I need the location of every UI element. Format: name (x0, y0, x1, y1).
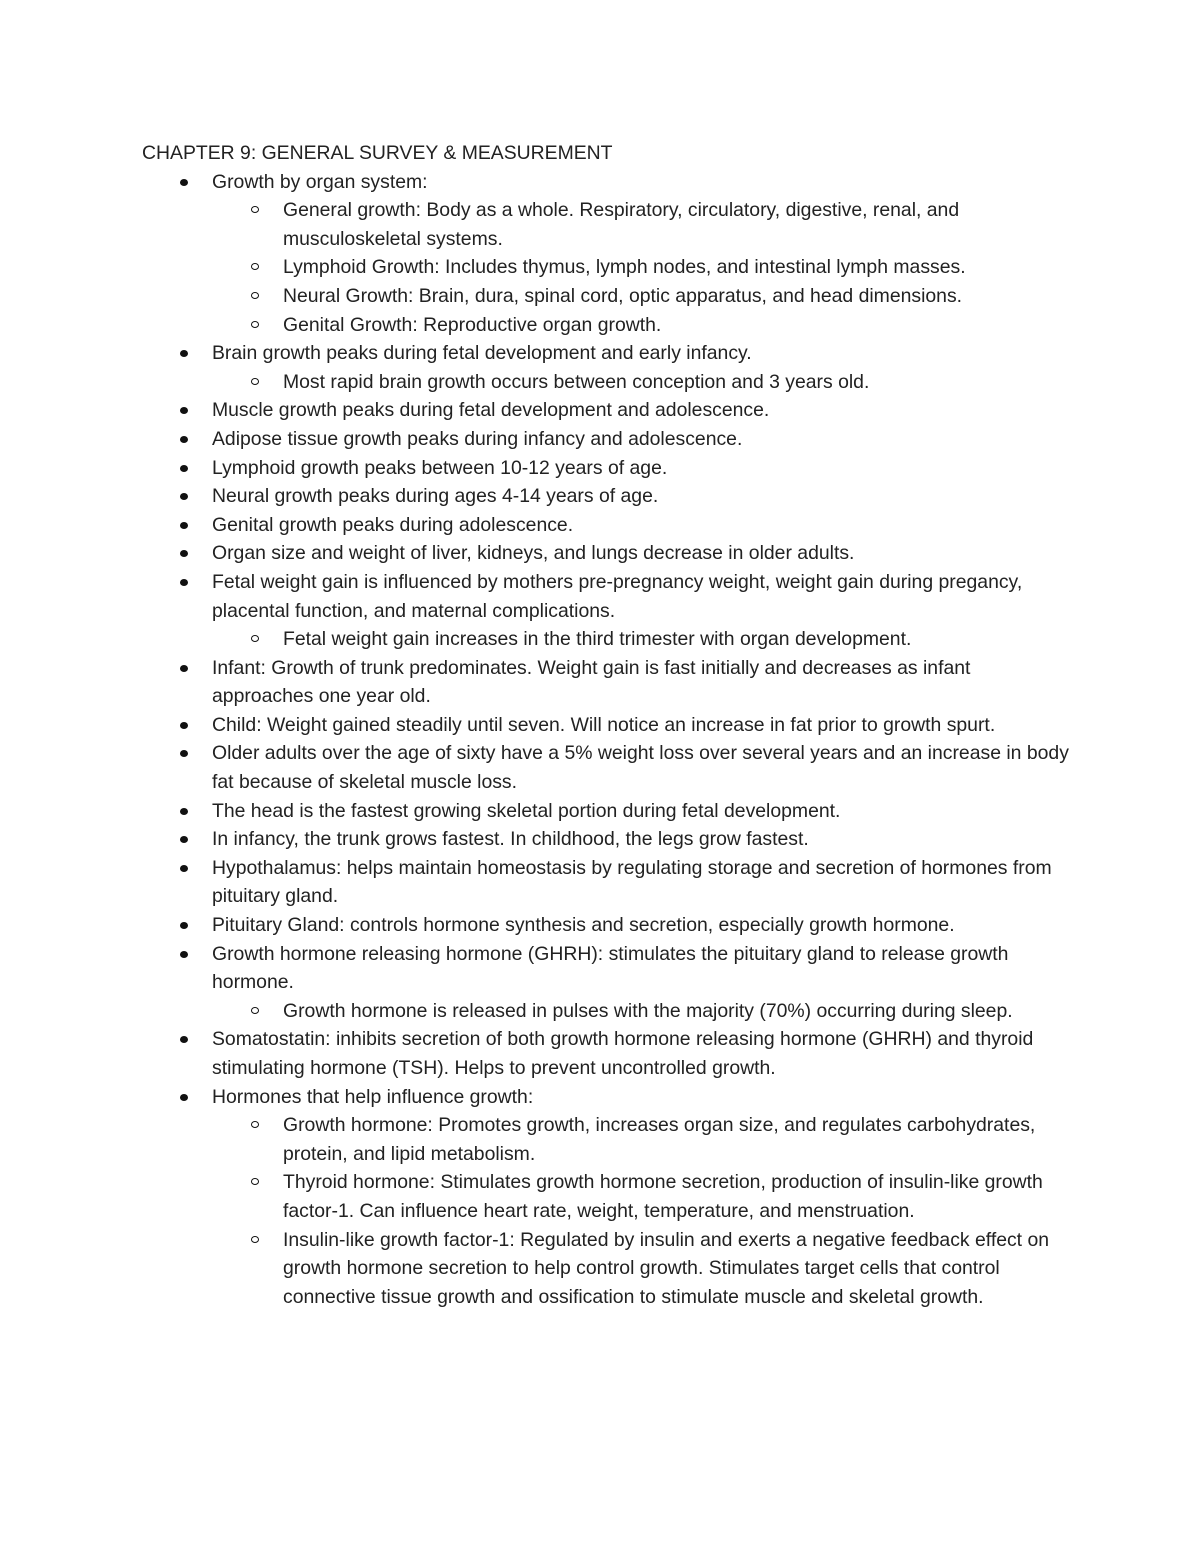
list-item (212, 739, 1072, 796)
list-item (212, 711, 1072, 740)
bullet-disc-icon (180, 1036, 188, 1043)
sub-list-item-text: Growth hormone is released in pulses with the majority (70%) occurring during sleep. (283, 999, 1013, 1022)
list-item-text: The head is the fastest growing skeletal portion during fetal development. (212, 799, 841, 822)
bullet-circle-icon (251, 292, 259, 299)
list-item (212, 425, 1072, 454)
bullet-circle-icon (251, 1236, 259, 1243)
list-item-text: Neural growth peaks during ages 4-14 years of age. (212, 485, 659, 508)
list-item-text: Organ size and weight of liver, kidneys, and lungs decrease in older adults. (212, 542, 855, 565)
bullet-circle-icon (251, 635, 259, 642)
list-item-text: Pituitary Gland: controls hormone synthesis and secretion, especially growth hormone. (212, 914, 955, 937)
bullet-disc-icon (180, 922, 188, 929)
chapter-title: CHAPTER 9: GENERAL SURVEY & MEASUREMENT (142, 142, 613, 164)
sub-list-item (283, 1168, 1072, 1225)
bullet-disc-icon (180, 665, 188, 672)
list-item-text: In infancy, the trunk grows fastest. In childhood, the legs grow fastest. (212, 828, 809, 851)
bullet-disc-icon (180, 722, 188, 729)
sub-list-item-text: Most rapid brain growth occurs between conception and 3 years old. (283, 370, 870, 393)
bullet-disc-icon (180, 522, 188, 529)
sub-list-item (283, 1226, 1072, 1312)
bullet-disc-icon (180, 493, 188, 500)
list-item (212, 396, 1072, 425)
list-item (212, 825, 1072, 854)
sub-list-item (283, 1111, 1072, 1168)
sub-list-item-text: Thyroid hormone: Stimulates growth hormone secretion, production of insulin-like growth factor-1. Can influence heart rate, weight, temperature, and menstruation. (283, 1171, 1043, 1222)
sub-list-item-text: Genital Growth: Reproductive organ growth. (283, 313, 662, 336)
list-item (212, 1025, 1072, 1082)
list-item-text: Hypothalamus: helps maintain homeostasis by regulating storage and secretion of hormones from pituitary gland. (212, 856, 1052, 908)
bullet-disc-icon (180, 436, 188, 443)
list-item (212, 797, 1072, 826)
bullet-disc-icon (180, 179, 188, 186)
list-item (212, 654, 1072, 711)
sub-list (212, 196, 1072, 339)
sub-list-item (283, 997, 1072, 1026)
bullet-list (142, 168, 1072, 1312)
bullet-disc-icon (180, 951, 188, 958)
bullet-disc-icon (180, 836, 188, 843)
list-item-text: Hormones that help influence growth: (212, 1085, 534, 1108)
bullet-disc-icon (180, 865, 188, 872)
list-item (212, 911, 1072, 940)
bullet-disc-icon (180, 579, 188, 586)
list-item-text: Fetal weight gain is influenced by mothers pre-pregnancy weight, weight gain during pregancy, placental function, and maternal complications. (212, 570, 1023, 622)
list-item-text: Child: Weight gained steadily until seven. Will notice an increase in fat prior to growth spurt. (212, 713, 996, 736)
bullet-circle-icon (251, 321, 259, 328)
list-item-text: Older adults over the age of sixty have a 5% weight loss over several years and an increase in body fat because of skeletal muscle loss. (212, 742, 1069, 794)
list-item-text: Muscle growth peaks during fetal development and adolescence. (212, 399, 770, 422)
list-item-text: Growth by organ system: (212, 170, 428, 193)
sub-list-item (283, 311, 1072, 340)
bullet-disc-icon (180, 808, 188, 815)
list-item-text: Infant: Growth of trunk predominates. Weight gain is fast initially and decreases as infant approaches one year old. (212, 656, 971, 708)
bullet-circle-icon (251, 1121, 259, 1128)
list-item (212, 1083, 1072, 1312)
bullet-disc-icon (180, 550, 188, 557)
sub-list-item (283, 196, 1072, 253)
list-item-text: Genital growth peaks during adolescence. (212, 513, 574, 536)
list-item (212, 482, 1072, 511)
sub-list-item-text: Insulin-like growth factor-1: Regulated by insulin and exerts a negative feedback effect on growth hormone secretion to help control growth. Stimulates target cells that control connective tissue growth and ossification to stimulate muscle and skeletal growth. (283, 1228, 1050, 1308)
sub-list-item-text: General growth: Body as a whole. Respiratory, circulatory, digestive, renal, and musculoskeletal systems. (283, 199, 960, 250)
sub-list-item (283, 253, 1072, 282)
sub-list-item (283, 625, 1072, 654)
list-item (212, 854, 1072, 911)
list-item (212, 539, 1072, 568)
bullet-circle-icon (251, 1178, 259, 1185)
bullet-disc-icon (180, 1094, 188, 1101)
list-item (212, 339, 1072, 396)
sub-list-item-text: Lymphoid Growth: Includes thymus, lymph nodes, and intestinal lymph masses. (283, 256, 966, 279)
list-item-text: Adipose tissue growth peaks during infancy and adolescence. (212, 427, 743, 450)
bullet-circle-icon (251, 206, 259, 213)
bullet-circle-icon (251, 263, 259, 270)
bullet-circle-icon (251, 378, 259, 385)
list-item-text: Growth hormone releasing hormone (GHRH): stimulates the pituitary gland to release growth hormone. (212, 942, 1009, 994)
sub-list-item-text: Neural Growth: Brain, dura, spinal cord, optic apparatus, and head dimensions. (283, 284, 963, 307)
sub-list (212, 997, 1072, 1026)
sub-list (212, 1111, 1072, 1311)
sub-list-item-text: Growth hormone: Promotes growth, increases organ size, and regulates carbohydrates, protein, and lipid metabolism. (283, 1114, 1036, 1165)
list-item (212, 568, 1072, 654)
list-item-text: Somatostatin: inhibits secretion of both growth hormone releasing hormone (GHRH) and thyroid stimulating hormone (TSH). Helps to prevent uncontrolled growth. (212, 1028, 1034, 1079)
list-item (212, 511, 1072, 540)
bullet-disc-icon (180, 407, 188, 414)
sub-list (212, 625, 1072, 654)
sub-list-item (283, 368, 1072, 397)
document-body (142, 139, 1072, 1311)
bullet-disc-icon (180, 750, 188, 757)
list-item (212, 454, 1072, 483)
list-item (212, 168, 1072, 340)
sub-list (212, 368, 1072, 397)
bullet-disc-icon (180, 350, 188, 357)
bullet-circle-icon (251, 1007, 259, 1014)
list-item-text: Brain growth peaks during fetal development and early infancy. (212, 342, 752, 365)
list-item (212, 940, 1072, 1026)
sub-list-item-text: Fetal weight gain increases in the third trimester with organ development. (283, 628, 912, 651)
list-item-text: Lymphoid growth peaks between 10-12 years of age. (212, 456, 668, 479)
sub-list-item (283, 282, 1072, 311)
bullet-disc-icon (180, 465, 188, 472)
